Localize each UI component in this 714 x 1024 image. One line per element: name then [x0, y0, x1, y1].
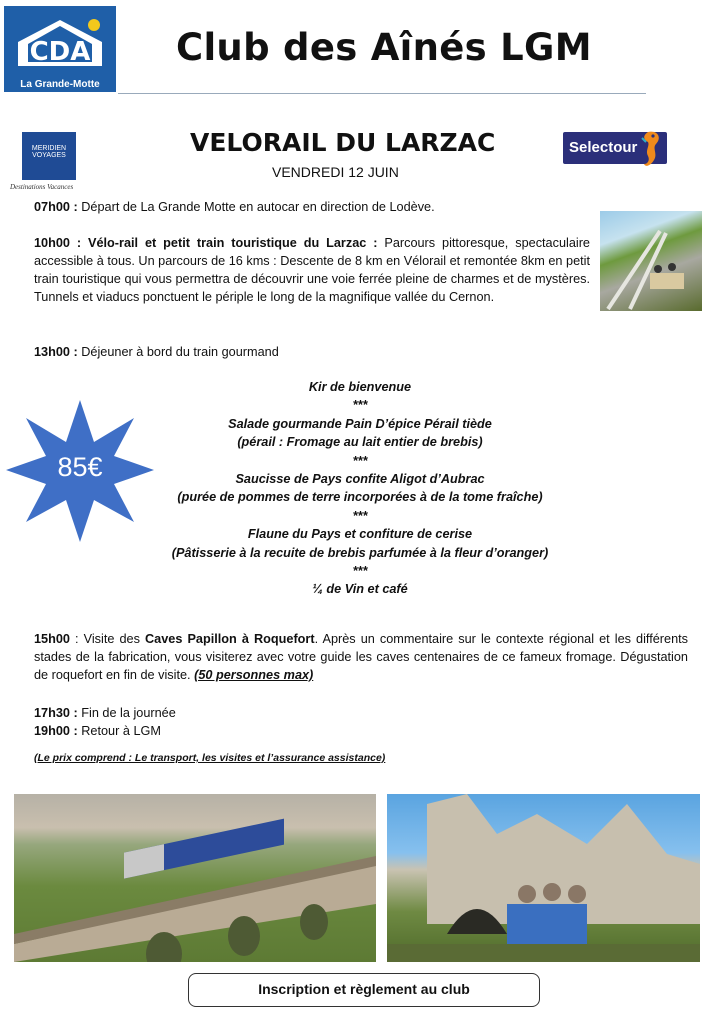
time-1500: 15h00 — [34, 632, 70, 646]
schedule-1300 — [34, 343, 594, 361]
event-date: VENDREDI 12 JUIN — [272, 164, 399, 180]
viaduct-train-icon — [14, 794, 376, 962]
time-0700: 07h00 : — [34, 200, 78, 214]
text-1900: Retour à LGM — [77, 724, 161, 738]
schedule-1000 — [34, 234, 590, 306]
house-logo-icon — [14, 16, 106, 68]
rail-track-icon — [600, 211, 702, 311]
club-title: Club des Aînés LGM — [176, 26, 592, 69]
text-1730: Fin de la journée — [77, 706, 176, 720]
time-1900: 19h00 : — [34, 724, 78, 738]
text-1300: Déjeuner à bord du train gourmand — [77, 345, 279, 359]
menu-line: Flaune du Pays et confiture de cerise — [247, 527, 473, 542]
menu-separator: *** — [352, 563, 368, 578]
text-1500: . Après un commentaire sur le contexte régional et les différents stades de la fabrication, vous visiterez avec votre guide les caves centenaires de ce fameux fromage. Dégustation de roquefort en fin de visite. — [34, 632, 689, 682]
heading-1000: Vélo-rail et petit train touristique du Larzac : — [81, 236, 378, 250]
time-1300: 13h00 : — [34, 345, 78, 359]
time-1730: 17h30 : — [34, 706, 78, 720]
text-1000: Parcours pittoresque, spectaculaire accessible à tous. Un parcours de 16 kms : Descente de 8 km en Vélorail et remontée 8km en petit train touristique qui vous permettra de découvrir une voie ferrée pleine de charmes et de mystères. Tunnels et viaducs ponctuent le périple le long de la magnifique vallée du Cernon. — [34, 236, 590, 304]
menu-separator: *** — [352, 508, 368, 523]
seahorse-icon — [636, 128, 666, 172]
meridien-sub: VOYAGES — [32, 152, 66, 159]
pre-1500: : Visite des — [69, 632, 146, 646]
menu-line: (purée de pommes de terre incorporées à de la tome fraîche) — [177, 490, 543, 505]
schedule-1500 — [34, 630, 688, 684]
logo-subtitle: La Grande-Motte — [20, 79, 100, 90]
train-viaduct-photo — [14, 794, 376, 962]
meridien-logo — [22, 132, 76, 180]
event-title: VELORAIL DU LARZAC — [190, 128, 496, 157]
meridien-name: MERIDIEN — [31, 145, 67, 152]
schedule-1730 — [34, 704, 176, 722]
meridien-tagline: Destinations Vacances — [10, 183, 74, 191]
text-0700: Départ de La Grande Motte en autocar en direction de Lodève. — [77, 200, 435, 214]
capacity-note: (50 personnes max) — [194, 668, 314, 682]
menu-line: (pérail : Fromage au lait entier de brebis) — [237, 435, 483, 450]
register-button[interactable]: Inscription et règlement au club — [188, 973, 540, 1007]
velorail-tunnel-photo — [387, 794, 700, 962]
menu-line: Saucisse de Pays confite Aligot d’Aubrac — [235, 471, 485, 486]
cda-logo — [4, 6, 116, 92]
svg-text:CDA: CDA — [29, 37, 91, 67]
price-label: 85€ — [57, 452, 103, 482]
header-divider — [118, 93, 646, 94]
menu-separator: *** — [352, 398, 368, 413]
schedule-0700 — [34, 198, 594, 216]
lunch-menu — [150, 378, 570, 599]
menu-line: (Pâtisserie à la recuite de brebis parfumée à la fleur d’oranger) — [171, 545, 549, 560]
menu-line: Salade gourmande Pain D’épice Pérail tiède — [228, 416, 492, 431]
menu-separator: *** — [352, 453, 368, 468]
schedule-1900 — [34, 722, 161, 740]
menu-line: ¼ de Vin et café — [312, 582, 408, 597]
menu-line: Kir de bienvenue — [308, 380, 412, 394]
price-includes-note: (Le prix comprend : Le transport, les visites et l’assurance assistance) — [34, 752, 386, 764]
tunnel-velorail-icon — [387, 794, 700, 962]
place-1500: Caves Papillon à Roquefort — [145, 632, 315, 646]
selectour-logo: Selectour — [563, 132, 667, 164]
time-1000: 10h00 : — [34, 236, 82, 250]
velorail-photo — [600, 211, 702, 311]
